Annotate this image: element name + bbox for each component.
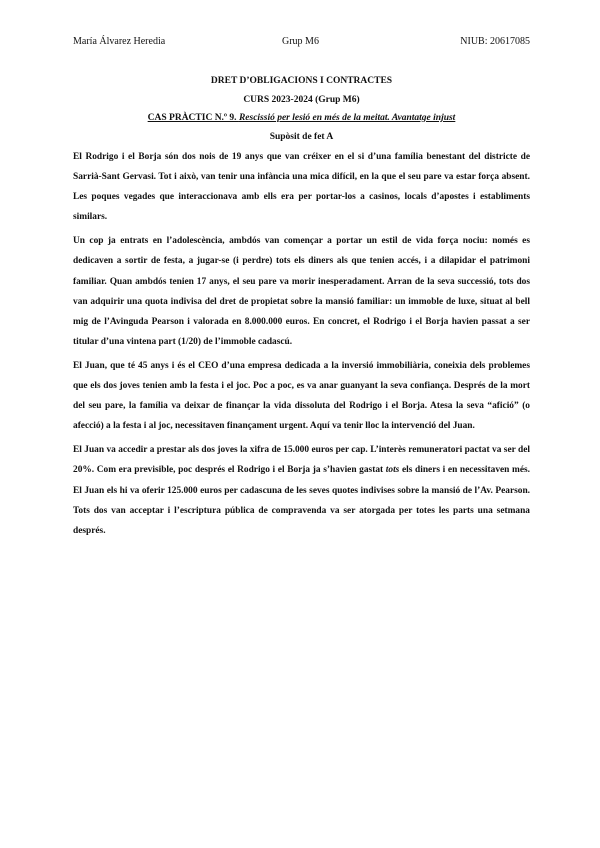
course-title: DRET D’OBLIGACIONS I CONTRACTES — [210, 76, 393, 86]
paragraph — [73, 356, 530, 436]
case-subject: Rescissió per lesió en més de la meitat. Avantatge injust — [238, 113, 456, 123]
paragraph-text: Un cop ja entrats en l’adolescència, ambdós van començar a portar un estil de vida força nociu: només es dedicaven a sortir de festa, a jugar-se (i perdre) tots els diners als que tenien accés, i a dilapidar el patrimoni familiar. Quan ambdós tenien 17 anys, el seu pare va morir inesperadament. Arran de la seva successió, tots dos van adquirir una quota indivisa del dret de propietat sobre la mansió familiar: un immoble de luxe, situat al bell mig de l’Avinguda Pearson i valorada en 8.000.000 euros. En concret, el Rodrigo i el Borja havien passat a ser titular d’una vintena part (1/20) de l’immoble cadascú. — [73, 236, 530, 347]
author-name: María Álvarez Heredia — [73, 36, 166, 47]
paragraph — [73, 231, 530, 352]
group-label: Grup M6 — [282, 36, 319, 47]
scenario-heading: Supòsit de fet A — [269, 131, 334, 142]
paragraph — [73, 147, 530, 227]
document-titles — [73, 72, 530, 146]
course-year: CURS 2023-2024 (Grup M6) — [243, 94, 360, 105]
case-number: CAS PRÀCTIC N.º 9. — [147, 113, 239, 123]
paragraph-text: El Rodrigo i el Borja són dos nois de 19 anys que van créixer en el si d’una família benestant del districte de Sarrià-Sant Gervasi. Tot i això, van tenir una infància una mica difícil, en la que el seu pare va estar força absent. Les poques vegades que interaccionava amb ells era per portar-los a casinos, locals d’apostes i establiments similars. — [73, 152, 530, 223]
paragraph-text: El Juan, que té 45 anys i és el CEO d’una empresa dedicada a la inversió immobiliària, coneixia dels problemes que els dos joves tenien amb la festa i el joc. Poc a poc, es va anar guanyant la seva confiança. Després de la mort del seu pare, la família va deixar de finançar la vida dissoluta del Rodrigo i el Borja. Atesa la seva “afició” (o afecció) a la festa i al joc, necessitaven finançament urgent. Aquí va tenir lloc la intervenció del Juan. — [73, 360, 530, 432]
paragraph-text: El Juan va accedir a prestar als dos joves la xifra de 15.000 euros per cap. L’interès remuneratori pactat va ser del 20%. Com era previsible, poc després el Rodrigo i el Borja ja s’havien gastat — [73, 445, 530, 476]
document-body — [73, 147, 530, 545]
student-id: NIUB: 20617085 — [460, 36, 530, 47]
case-title — [73, 109, 530, 128]
paragraph-emphasis: tots — [385, 465, 400, 476]
paragraph — [73, 440, 530, 540]
paragraph-text: els diners i en necessitaven més. El Juan els hi va oferir 125.000 euros per cadascuna de les seves quotes indivises sobre la mansió de l’Av. Pearson. Tots dos van acceptar i l’escriptura pública de compravenda va ser atorgada per totes les parts una setmana després. — [73, 465, 530, 536]
page-header — [73, 36, 530, 50]
